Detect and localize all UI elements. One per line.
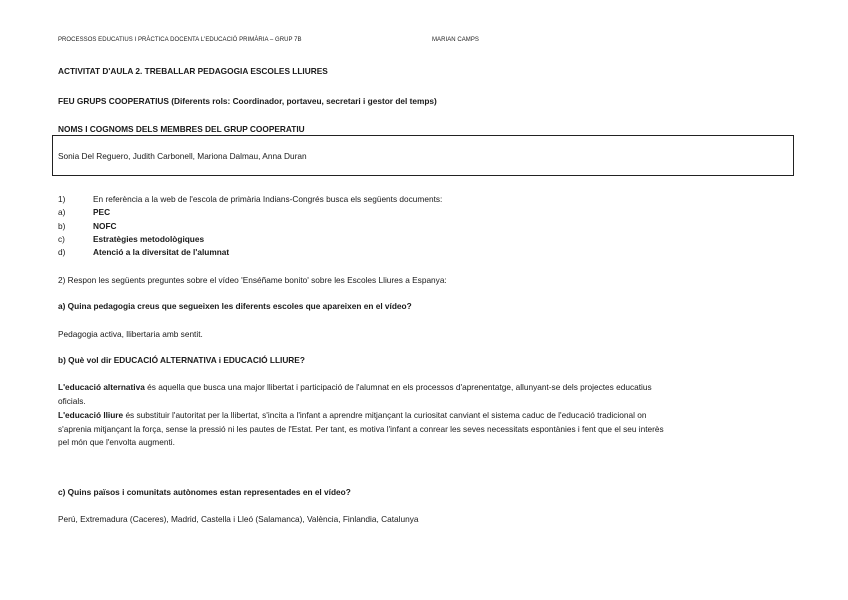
qc-question: c) Quins països i comunitats autònomes estan representades en el vídeo? [58,487,351,497]
activity-title: ACTIVITAT D'AULA 2. TREBALLAR PEDAGOGIA ESCOLES LLIURES [58,66,328,76]
members-box [52,135,794,176]
q1-text: En referència a la web de l'escola de primària Indians-Congrés busca els següents documents: [93,194,443,204]
q1-item-label: Atenció a la diversitat de l'alumnat [93,247,230,257]
q1-item-label: NOFC [93,221,117,231]
q2-intro: 2) Respon les següents preguntes sobre el vídeo 'Enséñame bonito' sobre les Escoles Lliures a Espanya: [58,275,447,285]
qc-answer: Perú, Extremadura (Caceres), Madrid, Castella i Lleó (Salamanca), València, Finlandia, Catalunya [58,514,419,524]
qb-answer-free [58,409,791,450]
qb-question: b) Què vol dir EDUCACIÓ ALTERNATIVA i EDUCACIÓ LLIURE? [58,355,305,365]
answer-line: és substituir l'autoritat per la llibertat, s'incita a l'infant a aprendre mitjançant la curiositat canviant el sistema caduc de l'educació tradicional on [123,410,647,420]
q1-item-letter: d) [58,247,66,257]
header-course: PROCESSOS EDUCATIUS I PRÀCTICA DOCENTA L'EDUCACIÓ PRIMÀRIA – GRUP 7B [58,37,302,43]
header-teacher: MARIAN CAMPS [432,37,479,43]
groups-instruction: FEU GRUPS COOPERATIUS (Diferents rols: Coordinador, portaveu, secretari i gestor del temps) [58,96,437,106]
answer-line: pel món que l'envolta augmenti. [58,437,175,447]
answer-line: és aquella que busca una major llibertat i participació de l'alumnat en els processos d'aprenentatge, allunyant-se dels projectes educatius [144,382,652,392]
q1-item-letter: a) [58,207,66,217]
members-names: Sonia Del Reguero, Judith Carbonell, Mariona Dalmau, Anna Duran [58,151,307,161]
q1-number: 1) [58,194,66,204]
term-free: L'educació lliure [58,410,124,420]
qa-question: a) Quina pedagogia creus que segueixen les diferents escoles que apareixen en el vídeo? [58,301,412,311]
q1-item-label: PEC [93,207,111,217]
q1-item-label: Estratègies metodològiques [93,234,205,244]
qa-answer: Pedagogia activa, llibertaria amb sentit. [58,329,203,339]
qb-answer-alternative [58,381,791,408]
answer-line: oficials. [58,395,86,406]
term-alternative: L'educació alternativa [58,382,145,392]
q1-item-letter: c) [58,234,65,244]
q1-item-letter: b) [58,221,66,231]
members-heading: NOMS I COGNOMS DELS MEMBRES DEL GRUP COOPERATIU [58,124,305,134]
answer-line: s'aprenia mitjançant la força, sense la pressió ni les pautes de l'Estat. Per tant, es motiva l'infant a conrear les seves necessitats espontànies i fent que el seu interès [58,423,664,434]
